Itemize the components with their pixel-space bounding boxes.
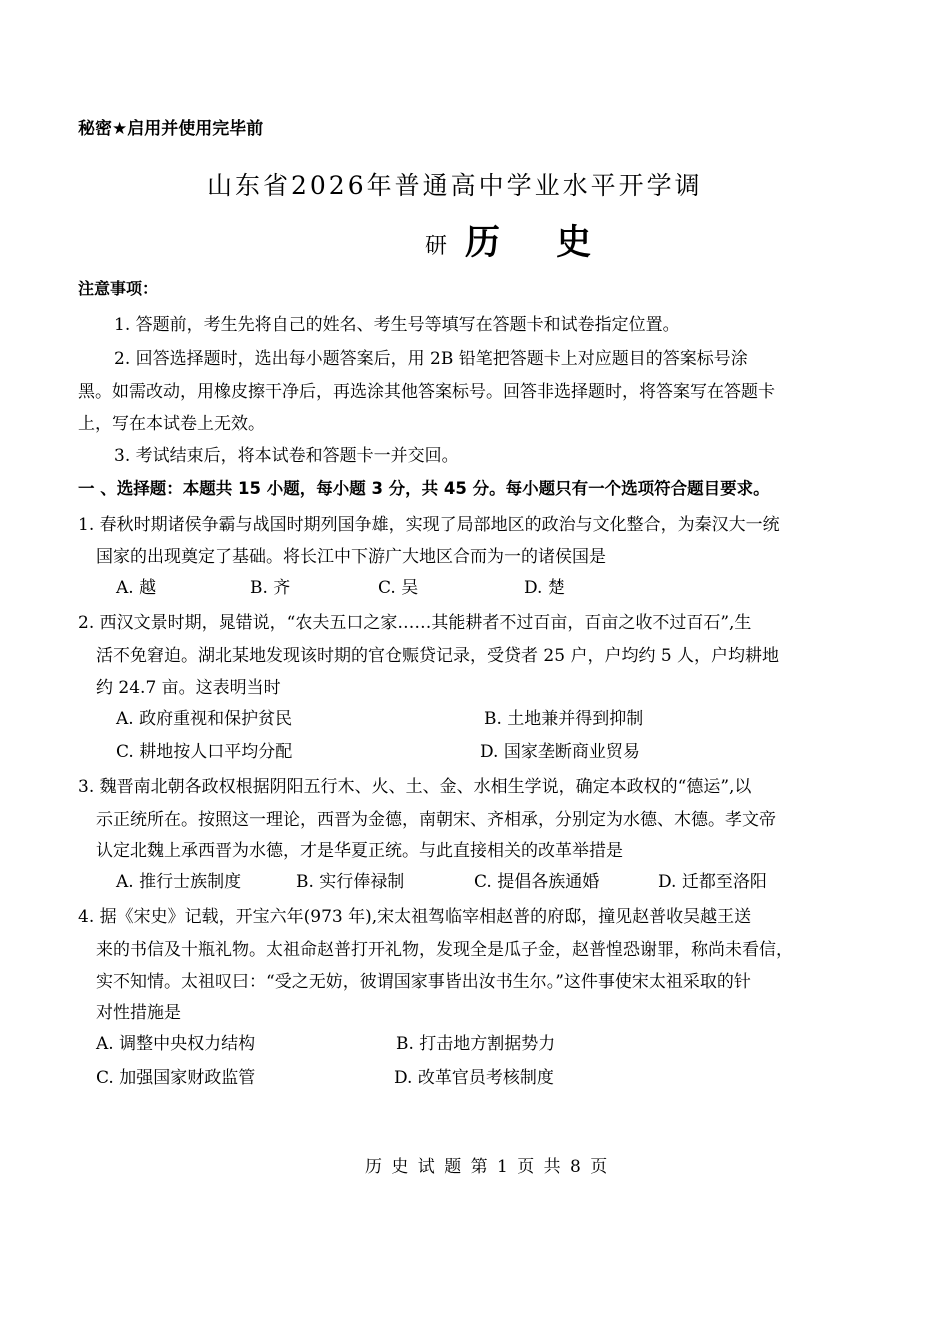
question-1-line-2: 国家的出现奠定了基础。将长江中下游广大地区合而为一的诸侯国是 [96,547,606,567]
question-4-option-d: D. 改革官员考核制度 [394,1068,554,1088]
question-1-line-1: 1. 春秋时期诸侯争霸与战国时期列国争雄，实现了局部地区的政治与文化整合，为秦汉大一统 [78,515,780,535]
notice-heading: 注意事项： [78,279,159,298]
question-3-line-2: 示正统所在。按照这一理论，西晋为金德，南朝宋、齐相承，分别定为水德、木德。孝文帝 [96,810,776,830]
page-footer: 历 史 试 题 第 1 页 共 8 页 [365,1157,610,1177]
question-2-option-c: C. 耕地按人口平均分配 [116,742,293,762]
question-2-option-d: D. 国家垄断商业贸易 [480,742,640,762]
question-2-option-a: A. 政府重视和保护贫民 [116,709,293,729]
notice-item-2-line-1: 2. 回答选择题时，选出每小题答案后，用 2B 铅笔把答题卡上对应题目的答案标号涂 [114,349,748,369]
question-4-line-3: 实不知情。太祖叹曰：“受之无妨，彼谓国家事皆出汝书生尔。”这件事使宋太祖采取的针 [96,972,751,992]
question-3-option-b: B. 实行俸禄制 [296,872,405,892]
question-4-option-b: B. 打击地方割据势力 [396,1034,556,1054]
exam-title: 山东省2026年普通高中学业水平开学调 [207,171,703,200]
question-4-option-a: A. 调整中央权力结构 [96,1034,256,1054]
question-3-line-3: 认定北魏上承西晋为水德，才是华夏正统。与此直接相关的改革举措是 [96,841,623,861]
question-4-line-1: 4. 据《宋史》记载，开宝六年(973 年),宋太祖驾临宰相赵普的府邸，撞见赵普收吴越王送 [78,907,752,927]
question-4-option-c: C. 加强国家财政监管 [96,1068,256,1088]
question-1-option-b: B. 齐 [250,578,291,598]
question-2-line-3: 约 24.7 亩。这表明当时 [96,678,281,698]
section-heading: 一 、选择题：本题共 15 小题，每小题 3 分，共 45 分。每小题只有一个选项符合题目要求。 [78,479,770,498]
question-2-line-2: 活不免窘迫。湖北某地发现该时期的官仓赈贷记录，受贷者 25 户，户均约 5 人，户均耕地 [96,646,780,666]
question-3-option-c: C. 提倡各族通婚 [474,872,600,892]
question-4-line-4: 对性措施是 [96,1003,181,1023]
question-1-option-d: D. 楚 [524,578,565,598]
exam-subject: 历 史 [465,223,614,263]
question-3-line-1: 3. 魏晋南北朝各政权根据阴阳五行木、火、土、金、水相生学说，确定本政权的“德运”,以 [78,777,752,797]
notice-item-3: 3. 考试结束后，将本试卷和答题卡一并交回。 [114,446,459,466]
notice-item-2-line-2: 黑。如需改动，用橡皮擦干净后，再选涂其他答案标号。回答非选择题时，将答案写在答题卡 [78,382,775,402]
question-1-option-a: A. 越 [116,578,157,598]
question-4-line-2: 来的书信及十瓶礼物。太祖命赵普打开礼物，发现全是瓜子金，赵普惶恐谢罪，称尚未看信， [96,940,793,960]
question-1-option-c: C. 吴 [378,578,419,598]
exam-title-continuation: 研 [425,234,448,259]
question-2-option-b: B. 土地兼并得到抑制 [484,709,644,729]
secret-label: 秘密★启用并使用完毕前 [78,119,264,139]
notice-item-2-line-3: 上，写在本试卷上无效。 [78,414,265,434]
question-2-line-1: 2. 西汉文景时期，晁错说，“农夫五口之家……其能耕者不过百亩，百亩之收不过百石”,生 [78,613,752,633]
notice-item-1: 1. 答题前，考生先将自己的姓名、考生号等填写在答题卡和试卷指定位置。 [114,315,680,335]
question-3-option-a: A. 推行士族制度 [116,872,242,892]
question-3-option-d: D. 迁都至洛阳 [658,872,767,892]
